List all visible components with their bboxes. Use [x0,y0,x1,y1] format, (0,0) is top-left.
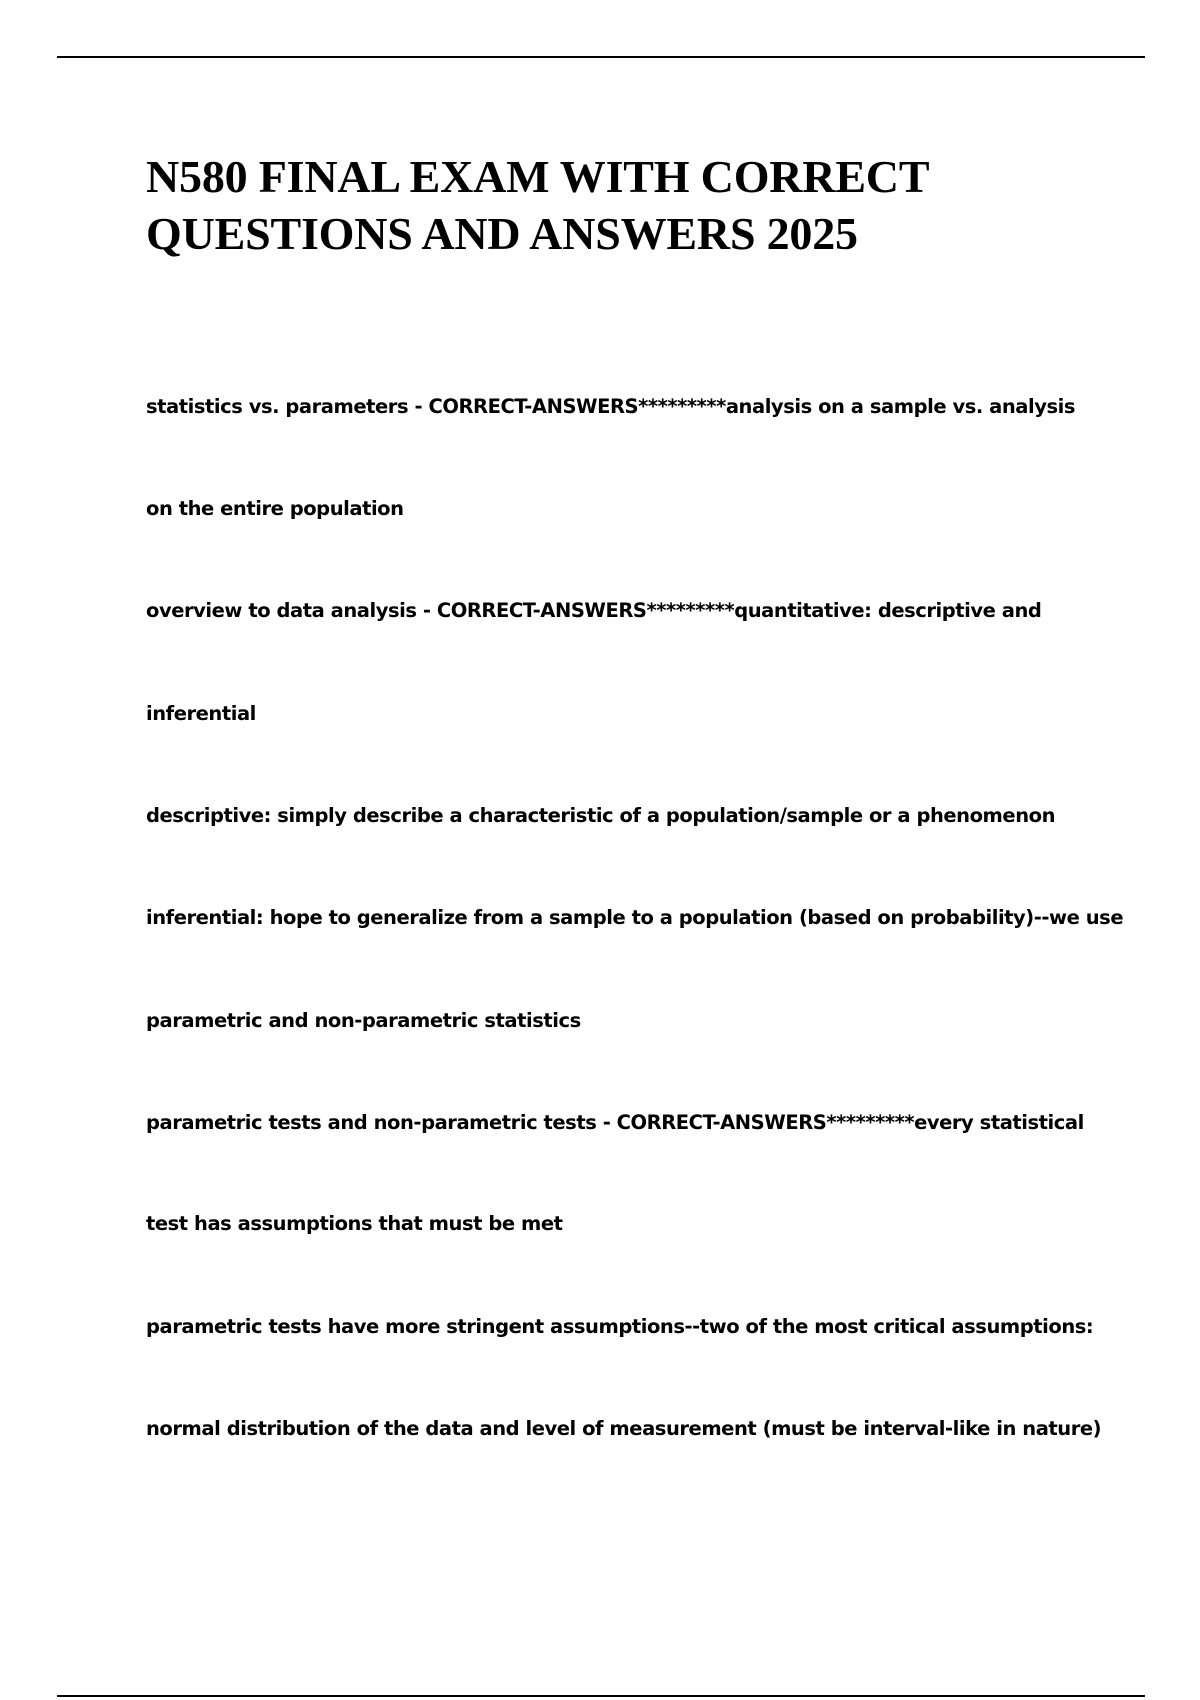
top-divider [57,56,1145,58]
bottom-divider [57,1695,1145,1697]
page-title [146,148,1146,262]
text-line: parametric tests and non-parametric tests - CORRECT-ANSWERS*********every statistical [146,1111,1084,1134]
text-line: on the entire population [146,497,404,520]
text-line: parametric and non-parametric statistics [146,1009,581,1032]
text-line: overview to data analysis - CORRECT-ANSWERS*********quantitative: descriptive and [146,599,1042,622]
text-line: parametric tests have more stringent assumptions--two of the most critical assumptions: [146,1315,1094,1338]
title-line-2: QUESTIONS AND ANSWERS 2025 [146,208,858,259]
text-line: test has assumptions that must be met [146,1212,563,1235]
text-line: normal distribution of the data and level of measurement (must be interval-like in nature) [146,1417,1102,1440]
text-line: inferential [146,702,256,725]
text-line: statistics vs. parameters - CORRECT-ANSWERS*********analysis on a sample vs. analysis [146,395,1076,418]
text-line: descriptive: simply describe a characteristic of a population/sample or a phenomenon [146,804,1056,827]
text-line: inferential: hope to generalize from a sample to a population (based on probability)--we use [146,906,1124,929]
title-line-1: N580 FINAL EXAM WITH CORRECT [146,151,930,202]
